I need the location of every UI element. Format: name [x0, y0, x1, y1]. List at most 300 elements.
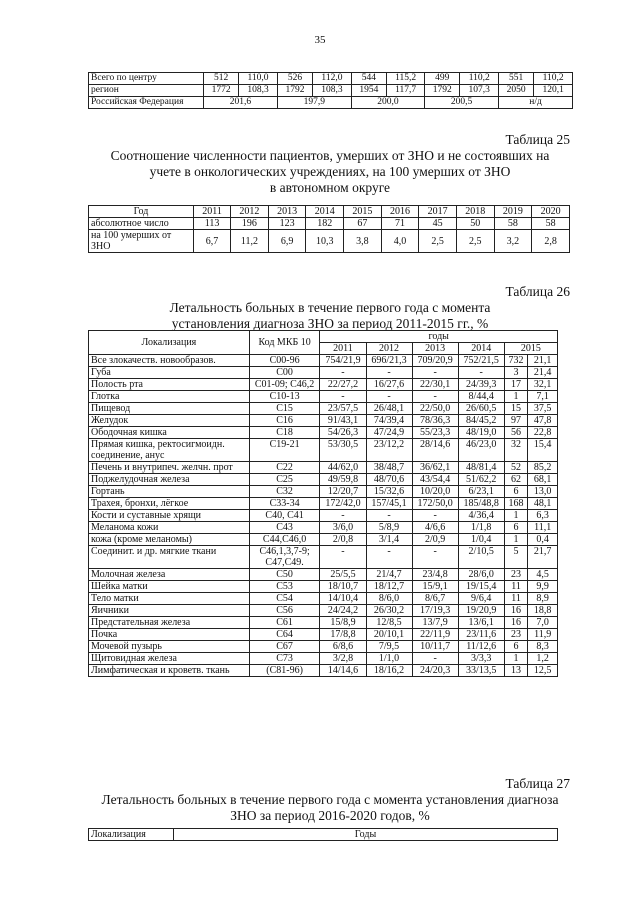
- table-row: [89, 415, 558, 427]
- table-cell: 2050: [499, 85, 534, 97]
- value-cell: 16/27,6: [366, 379, 412, 391]
- count-cell: 11: [504, 593, 528, 605]
- table-cell: 6,7: [194, 230, 231, 253]
- table-cell: 1792: [425, 85, 460, 97]
- count-cell: 1: [504, 653, 528, 665]
- count-cell: 52: [504, 462, 528, 474]
- value-cell: -: [320, 546, 366, 569]
- localization-cell: Полость рта: [89, 379, 250, 391]
- table-row: [89, 653, 558, 665]
- value-cell: 3/1,4: [366, 534, 412, 546]
- value-cell: 26/48,1: [366, 403, 412, 415]
- percent-cell: 47,8: [528, 415, 558, 427]
- table-row: [89, 593, 558, 605]
- row-label: Всего по центру: [89, 73, 204, 85]
- percent-cell: 85,2: [528, 462, 558, 474]
- percent-cell: 21,1: [528, 355, 558, 367]
- value-cell: -: [366, 391, 412, 403]
- code-cell: C61: [249, 617, 320, 629]
- header-year: 2015: [504, 343, 557, 355]
- percent-cell: 7,0: [528, 617, 558, 629]
- code-cell: C01-09; C46,2: [249, 379, 320, 391]
- value-cell: -: [412, 391, 458, 403]
- table-row: [89, 665, 558, 677]
- code-cell: C10-13: [249, 391, 320, 403]
- code-cell: C15: [249, 403, 320, 415]
- value-cell: 6/8,6: [320, 641, 366, 653]
- value-cell: 38/48,7: [366, 462, 412, 474]
- table-cell: 3,2: [494, 230, 532, 253]
- value-cell: -: [320, 367, 366, 379]
- table-cell: 200,5: [425, 97, 499, 109]
- table-row: [89, 367, 558, 379]
- code-cell: C00: [249, 367, 320, 379]
- table-row: [89, 474, 558, 486]
- localization-cell: Предстательная железа: [89, 617, 250, 629]
- value-cell: -: [366, 510, 412, 522]
- value-cell: 24/24,2: [320, 605, 366, 617]
- value-cell: 3/6,0: [320, 522, 366, 534]
- code-cell: C56: [249, 605, 320, 617]
- row-label: на 100 умерших от ЗНО: [89, 230, 194, 253]
- value-cell: 26/60,5: [458, 403, 504, 415]
- table-cell: 4,0: [381, 230, 419, 253]
- code-cell: C00-96: [249, 355, 320, 367]
- count-cell: 1: [504, 534, 528, 546]
- code-cell: (C81-96): [249, 665, 320, 677]
- value-cell: 74/39,4: [366, 415, 412, 427]
- table-cell: 108,3: [313, 85, 352, 97]
- value-cell: 18/12,7: [366, 581, 412, 593]
- table-row: [89, 391, 558, 403]
- percent-cell: 13,0: [528, 486, 558, 498]
- table-cell: 551: [499, 73, 534, 85]
- value-cell: -: [320, 510, 366, 522]
- code-cell: C53: [249, 581, 320, 593]
- table-cell: 113: [194, 218, 231, 230]
- table-row: [89, 218, 570, 230]
- header-year: 2015: [344, 206, 382, 218]
- percent-cell: 21,4: [528, 367, 558, 379]
- count-cell: 97: [504, 415, 528, 427]
- value-cell: 48/81,4: [458, 462, 504, 474]
- table-cell: 512: [204, 73, 239, 85]
- value-cell: -: [412, 653, 458, 665]
- table-cell: 526: [277, 73, 312, 85]
- table-25-title-line: в автономном округе: [269, 180, 391, 195]
- code-cell: C16: [249, 415, 320, 427]
- percent-cell: 68,1: [528, 474, 558, 486]
- value-cell: 19/15,4: [458, 581, 504, 593]
- localization-cell: Глотка: [89, 391, 250, 403]
- value-cell: 55/23,3: [412, 427, 458, 439]
- table-row: [89, 379, 558, 391]
- count-cell: 13: [504, 665, 528, 677]
- code-cell: C73: [249, 653, 320, 665]
- value-cell: 48/19,0: [458, 427, 504, 439]
- value-cell: 8/6,7: [412, 593, 458, 605]
- table-cell: н/д: [499, 97, 573, 109]
- table-cell: 50: [456, 218, 494, 230]
- count-cell: 16: [504, 617, 528, 629]
- value-cell: 24/20,3: [412, 665, 458, 677]
- localization-cell: Почка: [89, 629, 250, 641]
- percent-cell: 7,1: [528, 391, 558, 403]
- table-row: [89, 498, 558, 510]
- table-cell: 107,3: [460, 85, 499, 97]
- table-cell: 123: [268, 218, 306, 230]
- table-26-title: [70, 300, 590, 332]
- value-cell: 28/6,0: [458, 569, 504, 581]
- code-cell: C19-21: [249, 439, 320, 462]
- count-cell: 16: [504, 605, 528, 617]
- table-row: [89, 427, 558, 439]
- table-row: [89, 546, 558, 569]
- value-cell: 19/20,9: [458, 605, 504, 617]
- count-cell: 1: [504, 391, 528, 403]
- header-year: 2018: [456, 206, 494, 218]
- count-cell: 3: [504, 367, 528, 379]
- count-cell: 168: [504, 498, 528, 510]
- value-cell: 46/23,0: [458, 439, 504, 462]
- value-cell: 7/9,5: [366, 641, 412, 653]
- value-cell: 3/2,8: [320, 653, 366, 665]
- value-cell: 12/8,5: [366, 617, 412, 629]
- table-cell: 182: [306, 218, 344, 230]
- localization-cell: Желудок: [89, 415, 250, 427]
- header-year: 2013: [412, 343, 458, 355]
- value-cell: 47/24,9: [366, 427, 412, 439]
- table-cell: 499: [425, 73, 460, 85]
- table-cell: 112,0: [313, 73, 352, 85]
- header-localization: Локализация: [89, 331, 250, 355]
- table-cell: 110,2: [534, 73, 573, 85]
- value-cell: 33/13,5: [458, 665, 504, 677]
- header-year: 2019: [494, 206, 532, 218]
- table-cell: 45: [419, 218, 457, 230]
- count-cell: 23: [504, 629, 528, 641]
- header-year: 2012: [231, 206, 269, 218]
- row-label: Российская Федерация: [89, 97, 204, 109]
- value-cell: 84/45,2: [458, 415, 504, 427]
- table-row: [89, 486, 558, 498]
- header-year: 2016: [381, 206, 419, 218]
- localization-cell: Меланома кожи: [89, 522, 250, 534]
- value-cell: 43/54,4: [412, 474, 458, 486]
- localization-cell: Лимфатическая и кроветв. ткань: [89, 665, 250, 677]
- value-cell: 709/20,9: [412, 355, 458, 367]
- value-cell: 172/42,0: [320, 498, 366, 510]
- table-cell: 201,6: [204, 97, 278, 109]
- header-year-label: Год: [89, 206, 194, 218]
- table-cell: 2,8: [532, 230, 570, 253]
- value-cell: 752/21,5: [458, 355, 504, 367]
- header-year: 2014: [306, 206, 344, 218]
- value-cell: 23/57,5: [320, 403, 366, 415]
- table-cell: 6,9: [268, 230, 306, 253]
- localization-cell: Ободочная кишка: [89, 427, 250, 439]
- table-cell: 2,5: [419, 230, 457, 253]
- value-cell: 26/30,2: [366, 605, 412, 617]
- percent-cell: 8,3: [528, 641, 558, 653]
- table-25-number: Таблица 25: [505, 132, 570, 147]
- percent-cell: 48,1: [528, 498, 558, 510]
- value-cell: 8/6,0: [366, 593, 412, 605]
- value-cell: -: [412, 367, 458, 379]
- code-cell: C54: [249, 593, 320, 605]
- code-cell: C32: [249, 486, 320, 498]
- table-27: [88, 828, 558, 841]
- table-26-title-line: установления диагноза ЗНО за период 2011-2015 гг., %: [171, 316, 489, 331]
- table-row: [89, 534, 558, 546]
- value-cell: 22/30,1: [412, 379, 458, 391]
- value-cell: 24/39,3: [458, 379, 504, 391]
- value-cell: 15/8,9: [320, 617, 366, 629]
- value-cell: 2/10,5: [458, 546, 504, 569]
- table-cell: 58: [494, 218, 532, 230]
- value-cell: 22/11,9: [412, 629, 458, 641]
- localization-cell: кожа (кроме меланомы): [89, 534, 250, 546]
- code-cell: C44,C46,0: [249, 534, 320, 546]
- percent-cell: 12,5: [528, 665, 558, 677]
- value-cell: 6/23,1: [458, 486, 504, 498]
- table-cell: 1792: [277, 85, 312, 97]
- value-cell: 1/1,0: [366, 653, 412, 665]
- table-row: [89, 510, 558, 522]
- table-27-number: Таблица 27: [505, 776, 570, 791]
- value-cell: 1/0,4: [458, 534, 504, 546]
- table-row: [89, 73, 573, 85]
- table-27-title: [70, 792, 590, 824]
- localization-cell: Молочная железа: [89, 569, 250, 581]
- value-cell: 17/8,8: [320, 629, 366, 641]
- code-cell: C33-34: [249, 498, 320, 510]
- value-cell: 10/20,0: [412, 486, 458, 498]
- table-26-title-line: Летальность больных в течение первого года с момента: [169, 300, 491, 315]
- count-cell: 56: [504, 427, 528, 439]
- value-cell: 20/10,1: [366, 629, 412, 641]
- table-row: [89, 97, 573, 109]
- code-cell: C40, C41: [249, 510, 320, 522]
- percent-cell: 4,5: [528, 569, 558, 581]
- table-row: [89, 230, 570, 253]
- page-number: 35: [314, 34, 326, 46]
- value-cell: 2/0,9: [412, 534, 458, 546]
- table-cell: 117,7: [386, 85, 424, 97]
- value-cell: 4/6,6: [412, 522, 458, 534]
- header-year: 2017: [419, 206, 457, 218]
- header-localization: Локализация: [89, 829, 174, 841]
- value-cell: -: [320, 391, 366, 403]
- header-years: Годы: [174, 829, 558, 841]
- count-cell: 32: [504, 439, 528, 462]
- value-cell: 36/62,1: [412, 462, 458, 474]
- value-cell: 18/16,2: [366, 665, 412, 677]
- value-cell: 11/12,6: [458, 641, 504, 653]
- value-cell: 157/45,1: [366, 498, 412, 510]
- code-cell: C18: [249, 427, 320, 439]
- percent-cell: 32,1: [528, 379, 558, 391]
- code-cell: C46,1,3,7-9; C47,C49.: [249, 546, 320, 569]
- value-cell: 51/62,2: [458, 474, 504, 486]
- value-cell: 21/4,7: [366, 569, 412, 581]
- value-cell: 22/50,0: [412, 403, 458, 415]
- value-cell: 696/21,3: [366, 355, 412, 367]
- localization-cell: Щитовидная железа: [89, 653, 250, 665]
- value-cell: 13/6,1: [458, 617, 504, 629]
- value-cell: 185/48,8: [458, 498, 504, 510]
- percent-cell: 21,7: [528, 546, 558, 569]
- count-cell: 17: [504, 379, 528, 391]
- table-row: [89, 617, 558, 629]
- table-row: [89, 355, 558, 367]
- value-cell: 14/10,4: [320, 593, 366, 605]
- count-cell: 62: [504, 474, 528, 486]
- table-27-title-line: ЗНО за период 2016-2020 годов, %: [230, 808, 430, 823]
- table-25-title-line: учете в онкологических учреждениях, на 100 умерших от ЗНО: [149, 164, 511, 179]
- table-cell: 115,2: [386, 73, 424, 85]
- header-year: 2020: [532, 206, 570, 218]
- value-cell: 18/10,7: [320, 581, 366, 593]
- table-row: [89, 569, 558, 581]
- percent-cell: 18,8: [528, 605, 558, 617]
- value-cell: 23/4,8: [412, 569, 458, 581]
- value-cell: -: [412, 546, 458, 569]
- header-year: 2014: [458, 343, 504, 355]
- table-25-title: [70, 148, 590, 196]
- value-cell: 15/32,6: [366, 486, 412, 498]
- header-year: 2012: [366, 343, 412, 355]
- value-cell: 10/11,7: [412, 641, 458, 653]
- value-cell: 25/5,5: [320, 569, 366, 581]
- table-27-title-line: Летальность больных в течение первого года с момента установления диагноза: [101, 792, 559, 807]
- value-cell: 44/62,0: [320, 462, 366, 474]
- table-cell: 197,9: [277, 97, 351, 109]
- table-26-number: Таблица 26: [505, 284, 570, 299]
- value-cell: 1/1,8: [458, 522, 504, 534]
- count-cell: 732: [504, 355, 528, 367]
- percent-cell: 11,1: [528, 522, 558, 534]
- value-cell: 14/14,6: [320, 665, 366, 677]
- table-row: [89, 462, 558, 474]
- localization-cell: Все злокачеств. новообразов.: [89, 355, 250, 367]
- localization-cell: Поджелудочная железа: [89, 474, 250, 486]
- value-cell: 54/26,3: [320, 427, 366, 439]
- localization-cell: Пищевод: [89, 403, 250, 415]
- value-cell: 22/27,2: [320, 379, 366, 391]
- table-row: [89, 439, 558, 462]
- table-cell: 200,0: [351, 97, 424, 109]
- table-cell: 2,5: [456, 230, 494, 253]
- table-cell: 544: [351, 73, 386, 85]
- table-row: [89, 641, 558, 653]
- localization-cell: Тело матки: [89, 593, 250, 605]
- header-code: Код МКБ 10: [249, 331, 320, 355]
- value-cell: 23/12,2: [366, 439, 412, 462]
- value-cell: 3/3,3: [458, 653, 504, 665]
- value-cell: 28/14,6: [412, 439, 458, 462]
- table-row: [89, 403, 558, 415]
- table-row: [89, 522, 558, 534]
- table-cell: 120,1: [534, 85, 573, 97]
- value-cell: 17/19,3: [412, 605, 458, 617]
- percent-cell: 11,9: [528, 629, 558, 641]
- count-cell: 6: [504, 522, 528, 534]
- localization-cell: Шейка матки: [89, 581, 250, 593]
- header-year: 2011: [320, 343, 366, 355]
- value-cell: 754/21,9: [320, 355, 366, 367]
- table-cell: 1954: [351, 85, 386, 97]
- count-cell: 6: [504, 641, 528, 653]
- code-cell: C43: [249, 522, 320, 534]
- table-row: [89, 85, 573, 97]
- table-cell: 108,3: [239, 85, 278, 97]
- value-cell: 12/20,7: [320, 486, 366, 498]
- table-cell: 58: [532, 218, 570, 230]
- percent-cell: 0,4: [528, 534, 558, 546]
- table-row: [89, 629, 558, 641]
- header-year: 2013: [268, 206, 306, 218]
- percent-cell: 1,2: [528, 653, 558, 665]
- value-cell: 15/9,1: [412, 581, 458, 593]
- count-cell: 15: [504, 403, 528, 415]
- header-years: годы: [320, 331, 558, 343]
- table-cell: 10,3: [306, 230, 344, 253]
- top-summary-table: [88, 72, 573, 109]
- table-25: [88, 205, 570, 253]
- percent-cell: 37,5: [528, 403, 558, 415]
- code-cell: C64: [249, 629, 320, 641]
- table-header-row: [89, 206, 570, 218]
- localization-cell: Прямая кишка, ректосигмоидн. соединение, анус: [89, 439, 250, 462]
- percent-cell: 22,8: [528, 427, 558, 439]
- count-cell: 23: [504, 569, 528, 581]
- localization-cell: Соединит. и др. мягкие ткани: [89, 546, 250, 569]
- localization-cell: Печень и внутрипеч. желчн. прот: [89, 462, 250, 474]
- percent-cell: 8,9: [528, 593, 558, 605]
- count-cell: 11: [504, 581, 528, 593]
- localization-cell: Мочевой пузырь: [89, 641, 250, 653]
- percent-cell: 6,3: [528, 510, 558, 522]
- value-cell: -: [366, 367, 412, 379]
- localization-cell: Губа: [89, 367, 250, 379]
- value-cell: 78/36,3: [412, 415, 458, 427]
- value-cell: 172/50,0: [412, 498, 458, 510]
- code-cell: C25: [249, 474, 320, 486]
- table-26: [88, 330, 558, 677]
- value-cell: 8/44,4: [458, 391, 504, 403]
- row-label: абсолютное число: [89, 218, 194, 230]
- header-year: 2011: [194, 206, 231, 218]
- count-cell: 1: [504, 510, 528, 522]
- value-cell: 23/11,6: [458, 629, 504, 641]
- value-cell: 49/59,8: [320, 474, 366, 486]
- table-cell: 110,2: [460, 73, 499, 85]
- code-cell: C67: [249, 641, 320, 653]
- value-cell: -: [412, 510, 458, 522]
- localization-cell: Кости и суставные хрящи: [89, 510, 250, 522]
- table-cell: 3,8: [344, 230, 382, 253]
- value-cell: 53/30,5: [320, 439, 366, 462]
- row-label: регион: [89, 85, 204, 97]
- value-cell: 48/70,6: [366, 474, 412, 486]
- table-cell: 71: [381, 218, 419, 230]
- value-cell: -: [458, 367, 504, 379]
- value-cell: 2/0,8: [320, 534, 366, 546]
- table-cell: 110,0: [239, 73, 278, 85]
- table-25-title-line: Соотношение численности пациентов, умерших от ЗНО и не состоявших на: [110, 148, 550, 163]
- value-cell: 9/6,4: [458, 593, 504, 605]
